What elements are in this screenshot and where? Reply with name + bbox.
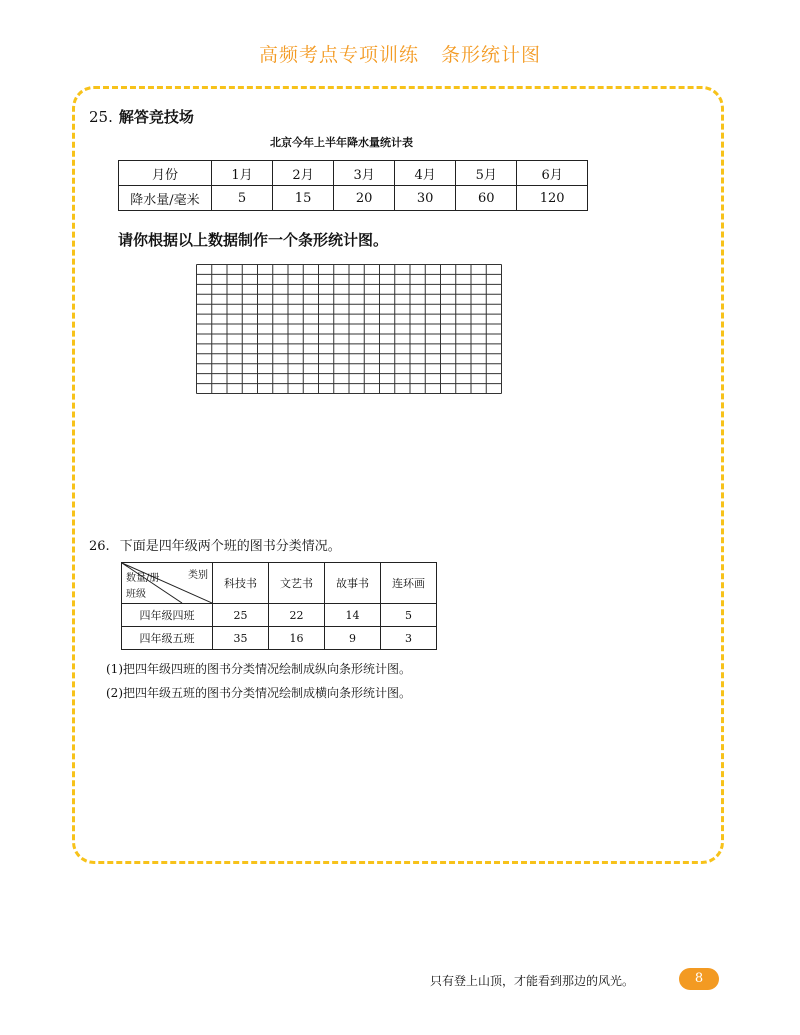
header-topic: 条形统计图 — [441, 44, 542, 66]
page-header — [0, 40, 800, 67]
month-row-label: 月份 — [119, 161, 212, 186]
table-row — [122, 563, 437, 604]
value-cell: 5 — [381, 604, 437, 627]
month-cell: 1月 — [212, 161, 273, 186]
value-cell: 25 — [213, 604, 269, 627]
q26-task-2: (2)把四年级五班的图书分类情况绘制成横向条形统计图。 — [106, 686, 412, 700]
footer-motto: 只有登上山顶，才能看到那边的风光。 — [430, 974, 635, 988]
q26-intro: 下面是四年级两个班的图书分类情况。 — [119, 539, 341, 554]
value-cell: 22 — [269, 604, 325, 627]
rainfall-cell: 30 — [395, 186, 456, 211]
rainfall-row-label: 降水量/毫米 — [119, 186, 212, 211]
header-series: 高频考点专项训练 — [258, 44, 419, 66]
month-cell: 6月 — [517, 161, 588, 186]
q25-heading — [89, 106, 194, 127]
diagonal-header-cell — [122, 563, 213, 604]
class-name: 四年级五班 — [122, 627, 213, 650]
month-cell: 3月 — [334, 161, 395, 186]
q25-number: 25. — [89, 108, 113, 126]
rainfall-cell: 120 — [517, 186, 588, 211]
value-cell: 9 — [325, 627, 381, 650]
rainfall-table — [118, 160, 588, 211]
rainfall-cell: 15 — [273, 186, 334, 211]
table-row — [122, 627, 437, 650]
month-cell: 5月 — [456, 161, 517, 186]
value-cell: 3 — [381, 627, 437, 650]
class-name: 四年级四班 — [122, 604, 213, 627]
corner-quantity-label: 数量/册 — [126, 573, 160, 584]
category-header: 文艺书 — [269, 563, 325, 604]
books-table — [121, 562, 437, 650]
q26-heading — [89, 535, 341, 554]
corner-category-label: 类别 — [188, 570, 208, 581]
rainfall-table-title: 北京今年上半年降水量统计表 — [270, 136, 413, 149]
page-number-badge: 8 — [679, 968, 719, 990]
value-cell: 14 — [325, 604, 381, 627]
rainfall-cell: 60 — [456, 186, 517, 211]
q25-instruction: 请你根据以上数据制作一个条形统计图。 — [118, 231, 389, 249]
rainfall-cell: 20 — [334, 186, 395, 211]
table-row — [119, 161, 588, 186]
q26-number: 26. — [89, 539, 110, 554]
category-header: 科技书 — [213, 563, 269, 604]
month-cell: 2月 — [273, 161, 334, 186]
blank-answer-grid — [196, 264, 502, 394]
category-header: 故事书 — [325, 563, 381, 604]
table-row — [119, 186, 588, 211]
corner-class-label: 班级 — [126, 589, 146, 600]
rainfall-cell: 5 — [212, 186, 273, 211]
value-cell: 16 — [269, 627, 325, 650]
month-cell: 4月 — [395, 161, 456, 186]
category-header: 连环画 — [381, 563, 437, 604]
table-row — [122, 604, 437, 627]
q25-title: 解答竞技场 — [118, 108, 194, 126]
value-cell: 35 — [213, 627, 269, 650]
q26-task-1: (1)把四年级四班的图书分类情况绘制成纵向条形统计图。 — [106, 662, 412, 676]
